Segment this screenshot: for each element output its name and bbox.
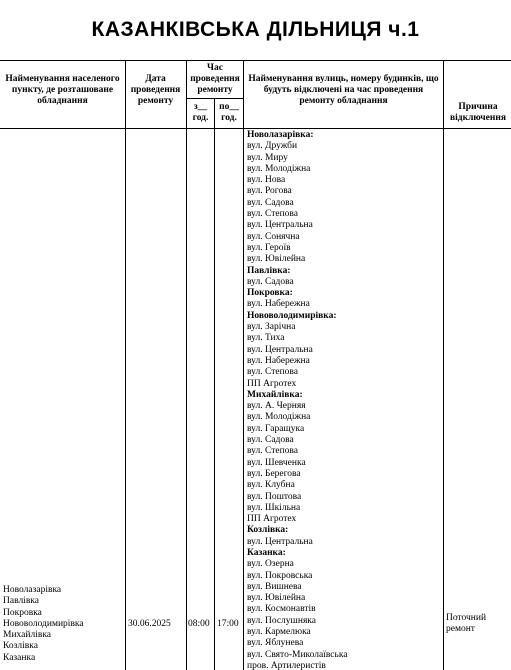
village-item: Казанка xyxy=(3,652,36,663)
street-item: ПП Агротех xyxy=(247,514,297,525)
village-item: Нововолодимирівка xyxy=(3,618,84,629)
settlement-heading: Козлівка: xyxy=(247,525,289,536)
street-item: вул. Шкільна xyxy=(247,502,301,513)
outage-reason: Поточний ремонт xyxy=(446,613,487,635)
street-item: вул. Степова xyxy=(247,209,298,220)
street-item: вул. Ювілейна xyxy=(247,593,306,604)
col-divider-5 xyxy=(443,60,444,670)
header-streets: Найменування вулиць, номеру будинків, що будуть відключені на час проведення ремонту обладнання xyxy=(248,74,439,106)
street-item: вул. Поштова xyxy=(247,491,302,502)
header-time-to: по__ год. xyxy=(219,102,239,123)
street-item: вул. Зарічна xyxy=(247,322,296,333)
col-divider-2 xyxy=(186,60,187,670)
street-item: вул. Дружби xyxy=(247,141,298,152)
village-item: Покровка xyxy=(3,607,42,618)
settlement-heading: Новолазарівка: xyxy=(247,130,314,140)
street-item: вул. Послушняка xyxy=(247,615,316,626)
street-item: вул. Космонавтів xyxy=(247,604,316,615)
table-top-border xyxy=(0,60,511,61)
time-from: 08:00 xyxy=(188,619,210,629)
settlement-heading: Покровка: xyxy=(247,288,293,299)
street-item: вул. Шевченка xyxy=(247,457,306,468)
settlement-heading: Михайлівка: xyxy=(247,389,303,400)
street-item: вул. Гаращука xyxy=(247,423,305,434)
street-item: вул. Клубна xyxy=(247,480,295,491)
street-item: вул. Сонячна xyxy=(247,231,300,242)
street-item: вул. Садова xyxy=(247,276,294,287)
street-item: вул. Садова xyxy=(247,197,294,208)
header-reason: Причина відключення xyxy=(450,102,506,123)
village-item: Павлівка xyxy=(3,596,39,607)
header-settlement: Найменування населеного пункту, де розташоване обладнання xyxy=(5,74,120,106)
page-title: КАЗАНКІВСЬКА ДІЛЬНИЦЯ ч.1 xyxy=(91,18,420,41)
header-time-from: з__ год. xyxy=(192,102,209,123)
street-item: вул. Яблунева xyxy=(247,638,304,649)
col-divider-1 xyxy=(125,60,126,670)
street-item: вул. Героїв xyxy=(247,242,291,253)
street-item: вул. Молодіжна xyxy=(247,163,311,174)
col-divider-4 xyxy=(243,60,244,670)
street-item: вул. Степова xyxy=(247,446,298,457)
street-item: вул. Берегова xyxy=(247,468,301,479)
time-to: 17:00 xyxy=(217,619,239,629)
street-item: вул. Покровська xyxy=(247,570,313,581)
street-item: вул. Степова xyxy=(247,367,298,378)
header-date: Дата проведення ремонту xyxy=(130,74,181,106)
street-item: вул. Свято-Миколаївська xyxy=(247,649,348,660)
street-item: вул. Миру xyxy=(247,152,288,163)
street-item: вул. Вишнева xyxy=(247,581,302,592)
street-item: вул. Молодіжна xyxy=(247,412,311,423)
outage-table xyxy=(0,60,511,670)
village-item: Михайлівка xyxy=(3,630,52,641)
street-item: вул. А. Черняя xyxy=(247,401,306,412)
header-bottom-border xyxy=(0,128,511,129)
street-item: вул. Ювілейна xyxy=(247,254,306,265)
header-time: Час проведення ремонту xyxy=(190,63,240,95)
street-item: вул. Тиха xyxy=(247,333,285,344)
settlement-heading: Нововолодимирівка: xyxy=(247,310,337,321)
street-item: вул. Рогова xyxy=(247,186,292,197)
street-item: вул. Озерна xyxy=(247,559,294,570)
streets-list xyxy=(247,130,348,670)
repair-date: 30.06.2025 xyxy=(128,619,171,629)
street-item: вул. Центральна xyxy=(247,536,313,547)
street-item: вул. Центральна xyxy=(247,344,313,355)
street-item: пров. Артилеристів xyxy=(247,660,326,670)
village-item: Новолазарівка xyxy=(3,585,62,595)
village-item: Козлівка xyxy=(3,641,38,652)
villages-cell xyxy=(3,585,84,664)
street-item: вул. Садова xyxy=(247,435,294,446)
street-item: вул. Набережна xyxy=(247,355,310,366)
street-item: вул. Нова xyxy=(247,175,286,186)
street-item: ПП Агротех xyxy=(247,378,297,389)
settlement-heading: Павлівка: xyxy=(247,265,291,276)
street-item: вул. Центральна xyxy=(247,220,313,231)
col-divider-3 xyxy=(214,98,215,670)
settlement-heading: Казанка: xyxy=(247,547,286,558)
street-item: вул. Набережна xyxy=(247,299,310,310)
street-item: вул. Кармелюка xyxy=(247,627,311,638)
